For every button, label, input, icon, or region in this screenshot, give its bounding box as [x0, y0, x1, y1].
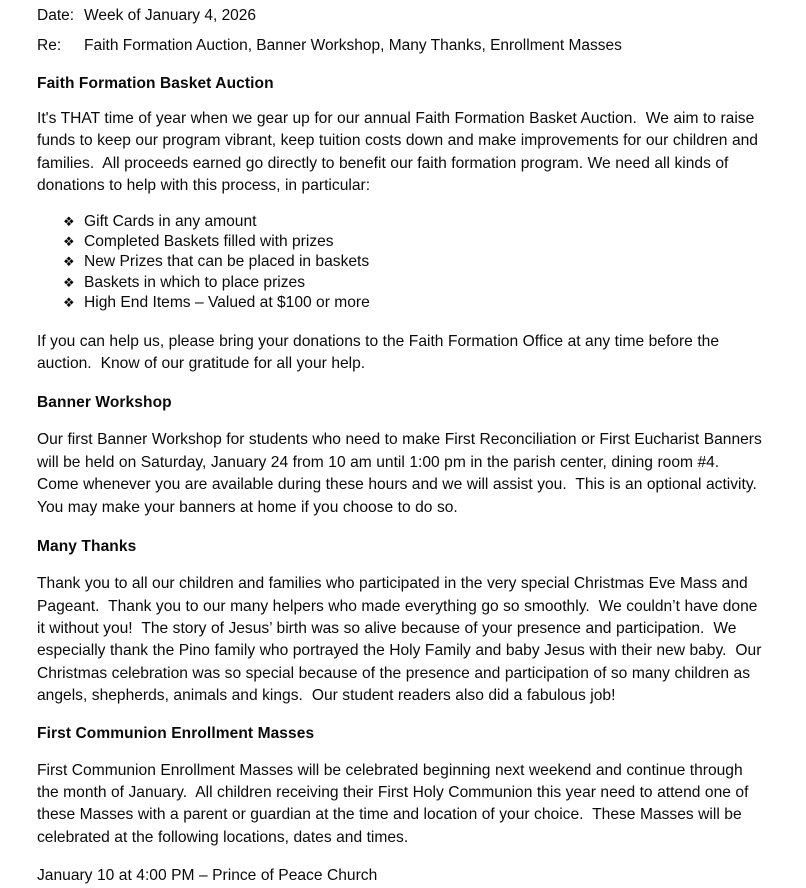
spacer [37, 519, 763, 536]
spacer [37, 744, 763, 760]
section-heading-basket-auction: Faith Formation Basket Auction [37, 75, 274, 92]
section-heading-enrollment-masses: First Communion Enrollment Masses [37, 724, 315, 742]
list-item-label: Baskets in which to place prizes [84, 273, 306, 291]
list-item-label: New Prizes that can be placed in baskets [84, 253, 370, 271]
spacer [37, 198, 763, 212]
section-paragraph-enrollment-masses: First Communion Enrollment Masses will be celebrated beginning next weekend and continue through the month of January. All children receiving their First Holy Communion this year need to attend one of these Masses with a parent or guardian at the time and location of your choice. These Masses will be celebrated at the following locations, dates and times. [37, 761, 753, 846]
spacer [37, 708, 763, 723]
spacer [37, 94, 763, 108]
section-paragraph-many-thanks: Thank you to all our children and families who participated in the very special Christmas Eve Mass and Pageant. Thank you to our many helpers who made everything go so smoothly. We couldn’t have done it without you! The story of Jesus’ birth was so alive because of your presence and participation. We especially thank the Pino family who portrayed the Holy Family and baby Jesus with their new baby. Our Christmas celebration was so special because of the presence and participation of so many children as angels, shepherds, animals and kings. Our student readers also did a fabulous job! [37, 575, 766, 705]
list-item-label: Gift Cards in any amount [84, 212, 257, 230]
section-paragraph-basket-auction-intro: It's THAT time of year when we gear up for our annual Faith Formation Basket Auction. We aim to raise funds to keep our program vibrant, keep tuition costs down and make improvements for our children and families. All proceeds earned go directly to benefit our faith formation program. We need all kinds of donations to help with this process, in particular: [37, 110, 763, 195]
section-heading-banner-workshop: Banner Workshop [37, 394, 172, 412]
list-item [37, 293, 763, 313]
list-item [37, 232, 763, 252]
donation-needs-list [37, 212, 763, 314]
diamond-bullet-icon: ❖ [63, 254, 75, 270]
meta-value-re: Faith Formation Auction, Banner Workshop, Many Thanks, Enrollment Masses [84, 37, 622, 54]
meta-value-date: Week of January 4, 2026 [84, 7, 257, 24]
spacer [37, 314, 763, 331]
list-item-label: High End Items – Valued at $100 or more [84, 294, 370, 312]
section-paragraph-banner-workshop: Our first Banner Workshop for students who need to make First Reconciliation or First Eucharist Banners will be held on Saturday, January 24 from 10 am until 1:00 pm in the parish center, dining room #4. Come whenever you are available during these hours and we will assist you. This is an optional activity. You may make your banners at home if you choose to do so. [37, 431, 767, 516]
spacer [37, 413, 763, 429]
list-item-label: Completed Baskets filled with prizes [84, 233, 334, 251]
list-item [37, 212, 763, 232]
document-body [37, 0, 767, 888]
meta-label-date: Date: [37, 7, 75, 24]
diamond-bullet-icon: ❖ [63, 234, 75, 250]
diamond-bullet-icon: ❖ [63, 295, 75, 311]
list-item [37, 273, 763, 293]
meta-label-re: Re: [37, 37, 62, 54]
spacer [37, 57, 763, 73]
list-item [37, 252, 763, 272]
meta-row-re [37, 35, 763, 57]
spacer [37, 375, 763, 392]
mass-listing-entry: January 10 at 4:00 PM – Prince of Peace Church [37, 867, 378, 885]
meta-row-date [37, 0, 763, 27]
section-paragraph-basket-auction-closing: If you can help us, please bring your donations to the Faith Formation Office at any time before the auction. Know of our gratitude for all your help. [37, 332, 724, 373]
spacer [37, 557, 763, 573]
spacer [37, 849, 763, 865]
diamond-bullet-icon: ❖ [63, 213, 75, 229]
section-heading-many-thanks: Many Thanks [37, 538, 137, 556]
diamond-bullet-icon: ❖ [63, 274, 75, 290]
